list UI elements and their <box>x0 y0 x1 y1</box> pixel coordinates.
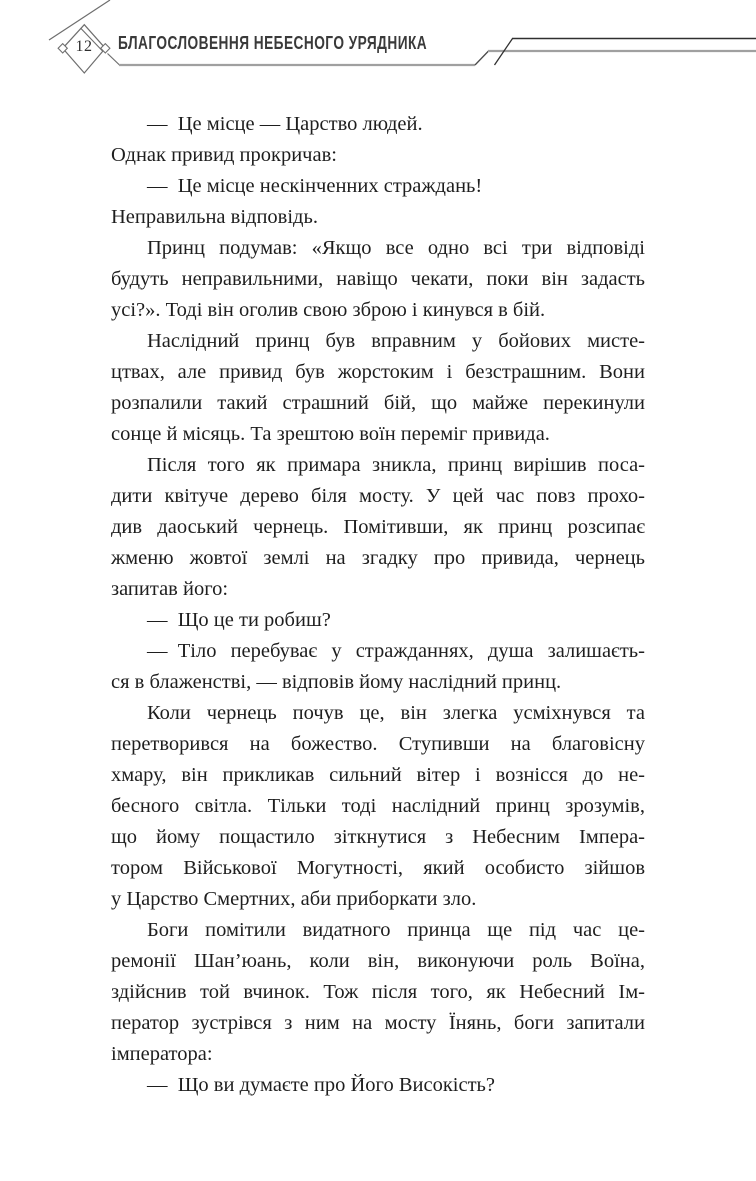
text-line: див даоський чернець. Помітивши, як принц розсипає <box>111 516 645 538</box>
text-line: ператор зустрівся з ним на мосту Їнянь, боги запитали <box>111 1012 645 1034</box>
text-line: бесного світла. Тільки тоді наслідний принц зрозумів, <box>111 795 645 817</box>
text-line: ремонії Шан’юань, коли він, виконуючи роль Воїна, <box>111 950 645 972</box>
text-line: розпалили такий страшний бій, що майже перекинули <box>111 392 645 414</box>
text-line: — Тіло перебуває у стражданнях, душа залишаєть- <box>147 640 645 662</box>
text-line: що йому пощастило зіткнутися з Небесним Імпера- <box>111 826 645 848</box>
text-line: Коли чернець почув це, він злегка усміхнувся та <box>147 702 645 724</box>
text-line: перетворився на божество. Ступивши на благовісну <box>111 733 645 755</box>
text-line: цтвах, але привид був жорстоким і безстрашним. Вони <box>111 361 645 383</box>
text-line: сонце й місяць. Та зрештою воїн переміг привида. <box>111 423 550 445</box>
text-line: тором Військової Могутності, який особисто зійшов <box>111 857 645 879</box>
page-title-text: БЛАГОСЛОВЕННЯ НЕБЕСНОГО УРЯДНИКА <box>118 33 428 53</box>
text-line: Після того як примара зникла, принц вирішив поса- <box>147 454 645 476</box>
text-line: Наслідний принц був вправним у бойових мисте- <box>147 330 645 352</box>
text-line: — Що ви думаєте про Його Високість? <box>147 1074 495 1096</box>
body-text <box>111 109 645 1101</box>
diamond-connector-line <box>108 54 120 66</box>
page-number: 12 <box>75 38 93 55</box>
text-line: запитав його: <box>111 578 229 600</box>
text-line: Принц подумав: «Якщо все одно всі три відповіді <box>147 237 645 259</box>
text-line: — Це місце — Царство людей. <box>147 113 423 135</box>
text-line: — Що це ти робиш? <box>147 609 331 631</box>
text-line: здійснив той вчинок. Тож після того, як Небесний Ім- <box>111 981 645 1003</box>
text-line: дити квітуче дерево біля мосту. У цей час повз прохо- <box>111 485 645 507</box>
text-line: ся в блаженстві, — відповів йому наслідний принц. <box>111 671 562 693</box>
text-line: будуть неправильними, навіщо чекати, поки він задасть <box>111 268 645 290</box>
text-line: усі?». Тоді він оголив свою зброю і кинувся в бій. <box>111 299 546 321</box>
text-line: — Це місце нескінченних страждань! <box>147 175 483 197</box>
text-line: імператора: <box>111 1043 213 1065</box>
text-line: жменю жовтої землі на згадку про привида, чернець <box>111 547 645 569</box>
text-line: Боги помітили видатного принца ще під час це- <box>147 919 645 941</box>
text-line: у Царство Смертних, аби приборкати зло. <box>111 888 477 910</box>
page-title <box>118 33 525 54</box>
text-line: Однак привид прокричав: <box>111 144 337 166</box>
text-line: хмару, він прикликав сильний вітер і вознісся до не- <box>111 764 645 786</box>
text-line: Неправильна відповідь. <box>111 206 318 228</box>
